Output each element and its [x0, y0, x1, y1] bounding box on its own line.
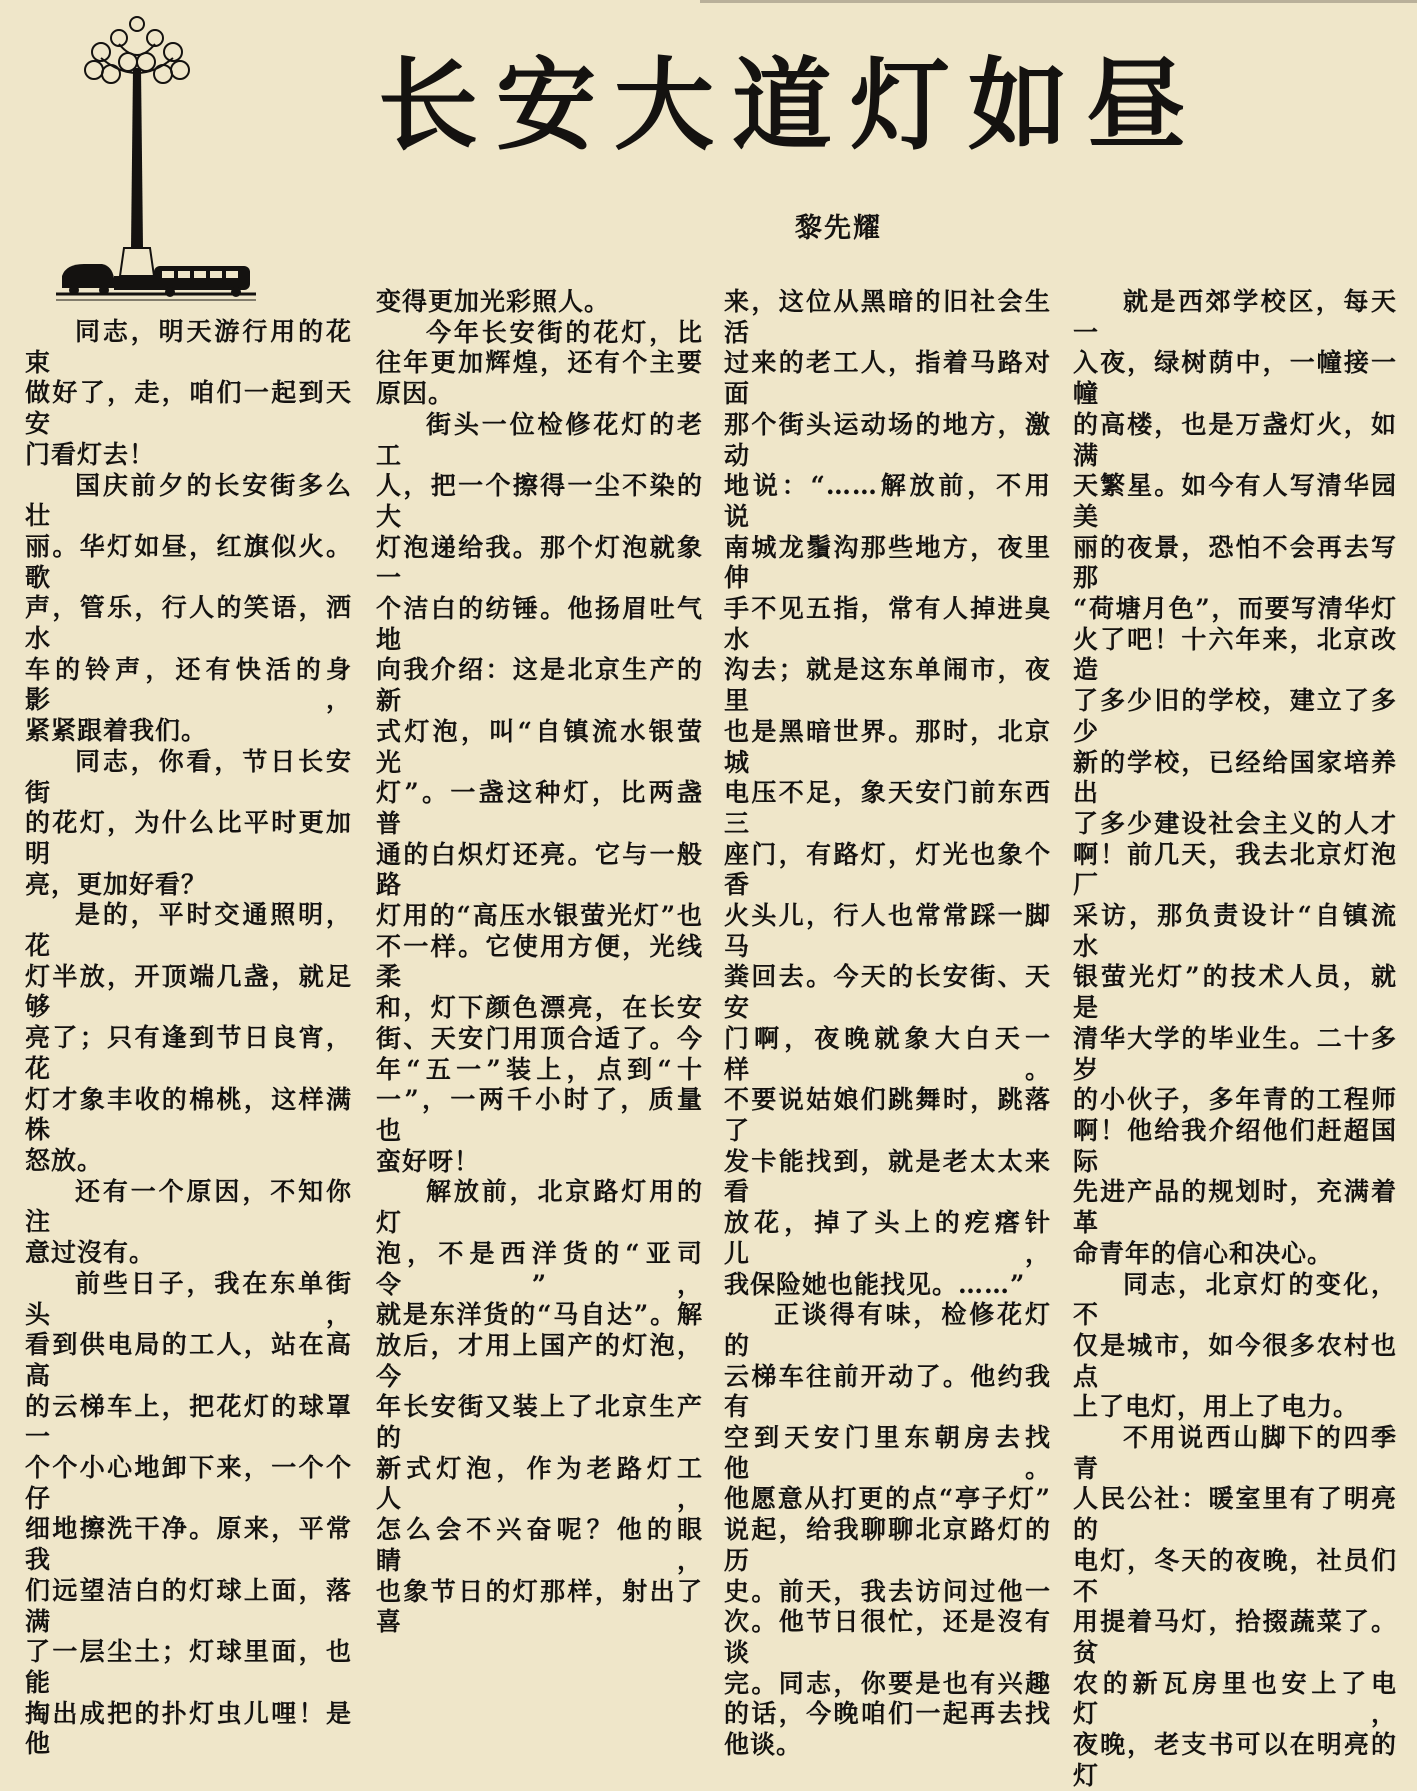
- text-line: 入夜，绿树荫中，一幢接一幢: [1073, 348, 1397, 409]
- text-line: 的高楼，也是万盏灯火，如满: [1073, 409, 1397, 470]
- text-line: 细地擦洗干净。原来，平常我: [25, 1514, 352, 1575]
- text-line: 了一层尘土；灯球里面，也能: [25, 1637, 352, 1697]
- text-line: 人民公社：暖室里有了明亮的: [1073, 1484, 1397, 1545]
- text-line: 亮，更加好看？: [25, 869, 208, 899]
- text-line: 放后，才用上国产的灯泡，今: [376, 1330, 703, 1391]
- text-line: 灯泡递给我。那个灯泡就象一: [376, 532, 703, 593]
- text-line: 啊！前几天，我去北京灯泡厂: [1073, 839, 1397, 900]
- text-line: 手不见五指，常有人掉进臭水: [724, 594, 1051, 654]
- text-line: 今年长安街的花灯，比: [426, 317, 703, 347]
- text-line: 变得更加光彩照人。: [376, 287, 611, 316]
- text-line: 那个街头运动场的地方，激动: [724, 409, 1051, 470]
- text-line: 同志，你看，节日长安街: [25, 746, 352, 807]
- text-line: 灯”。一盏这种灯，比两盏普: [376, 778, 703, 838]
- text-line: 天繁星。如今有人写清华园美: [1073, 471, 1397, 531]
- text-line: 门啊，夜晚就象大白天一样。: [724, 1023, 1051, 1084]
- text-line: 通的白炽灯还亮。它与一般路: [376, 839, 703, 900]
- text-line: 采访，那负责设计“自镇流水: [1073, 901, 1397, 961]
- text-line: 粪回去。今天的长安街、天安: [724, 962, 1051, 1023]
- text-line: 不用说西山脚下的四季青: [1073, 1423, 1397, 1483]
- text-line: 也象节日的灯那样，射出了喜: [376, 1576, 703, 1637]
- text-line: 的花灯，为什么比平时更加明: [25, 808, 352, 868]
- text-line: 泡，不是西洋货的“亚司令”，: [376, 1238, 703, 1299]
- text-line: 街头一位检修花灯的老工: [376, 409, 703, 470]
- text-line: 的小伙子，多年青的工程师: [1073, 1085, 1397, 1115]
- text-line: 原因。: [376, 379, 455, 409]
- text-line: 不要说姑娘们跳舞时，跳落了: [724, 1085, 1051, 1145]
- text-line: 新的学校，已经给国家培养出: [1073, 747, 1397, 808]
- text-line: 灯半放，开顶端几盏，就足够: [25, 961, 352, 1022]
- text-line: 亮了；只有逢到节日良宵，花: [25, 1023, 352, 1083]
- text-line: 来，这位从黑暗的旧社会生活: [724, 287, 1051, 347]
- text-line: 怎么会不兴奋呢？他的眼睛，: [376, 1515, 703, 1575]
- text-line: 夜晚，老支书可以在明亮的灯: [1073, 1730, 1397, 1790]
- top-rule: [700, 0, 1417, 3]
- text-line: “荷塘月色”，而要写清华灯: [1073, 594, 1397, 624]
- text-line: 式灯泡，叫“自镇流水银萤光: [376, 716, 703, 777]
- text-line: 放花，掉了头上的疙瘩针儿，: [724, 1208, 1051, 1268]
- text-line: 发卡能找到，就是老太太来看: [724, 1146, 1051, 1207]
- text-line: 同志，北京灯的变化，不: [1073, 1269, 1397, 1330]
- text-column-2: [376, 287, 703, 1638]
- text-column-4: [1073, 287, 1397, 1791]
- text-line: 命青年的信心和决心。: [1073, 1238, 1334, 1268]
- text-line: 个洁白的纺锤。他扬眉吐气地: [376, 594, 703, 654]
- text-line: 清华大学的毕业生。二十多岁: [1073, 1023, 1397, 1084]
- text-line: 新式灯泡，作为老路灯工人，: [376, 1453, 703, 1514]
- text-line: 史。前天，我去访问过他一: [724, 1576, 1051, 1606]
- text-line: 也是黑暗世界。那时，北京城: [724, 716, 1051, 777]
- text-line: 同志，明天游行用的花束: [25, 317, 352, 377]
- text-line: 地说：“……解放前，不用说: [724, 471, 1051, 531]
- text-line: 银萤光灯”的技术人员，就是: [1073, 962, 1397, 1023]
- text-line: 啊！他给我介绍他们赶超国际: [1073, 1115, 1397, 1176]
- text-line: 云梯车往前开动了。他约我有: [724, 1361, 1051, 1422]
- text-line: 国庆前夕的长安街多么壮: [25, 470, 352, 531]
- text-line: 空到天安门里东朝房去找他。: [724, 1423, 1051, 1483]
- text-line: 完。同志，你要是也有兴趣: [724, 1668, 1051, 1698]
- text-line: 了多少旧的学校，建立了多少: [1073, 686, 1397, 746]
- text-line: 年“五一”装上，点到“十: [376, 1054, 703, 1084]
- text-line: 声，管乐，行人的笑语，洒水: [25, 593, 352, 654]
- text-line: 上了电灯，用上了电力。: [1073, 1392, 1360, 1422]
- text-line: 他愿意从打更的点“亭子灯”: [724, 1484, 1051, 1514]
- text-line: 就是西郊学校区，每天一: [1073, 287, 1397, 347]
- text-line: 农的新瓦房里也安上了电灯，: [1073, 1668, 1397, 1729]
- text-line: 过来的老工人，指着马路对面: [724, 348, 1051, 409]
- text-line: 看到供电局的工人，站在高高: [25, 1330, 352, 1390]
- text-line: 向我介绍：这是北京生产的新: [376, 655, 703, 716]
- text-line: 做好了，走，咱们一起到天安: [25, 378, 352, 439]
- article-title: 长安大道灯如昼: [378, 47, 1204, 164]
- text-line: 怒放。: [25, 1145, 104, 1175]
- text-line: 丽。华灯如昼，红旗似火。歌: [25, 531, 352, 592]
- text-line: 南城龙鬚沟那些地方，夜里伸: [724, 532, 1051, 593]
- text-line: 丽的夜景，恐怕不会再去写那: [1073, 532, 1397, 593]
- street-lamp-with-cars-icon: [56, 8, 266, 304]
- text-line: 电灯，冬天的夜晚，社员们不: [1073, 1545, 1397, 1606]
- text-line: 先进产品的规划时，充满着革: [1073, 1177, 1397, 1238]
- text-line: 他谈。: [724, 1730, 803, 1760]
- text-line: 意过沒有。: [25, 1238, 156, 1268]
- text-line: 车的铃声，还有快活的身影，: [25, 654, 352, 715]
- text-line: 人，把一个擦得一尘不染的大: [376, 471, 703, 531]
- text-line: 我保险她也能找见。……”: [724, 1269, 1026, 1299]
- text-line: 仅是城市，如今很多农村也点: [1073, 1330, 1397, 1391]
- text-line: 的云梯车上，把花灯的球罩一: [25, 1391, 352, 1452]
- text-line: 往年更加辉煌，还有个主要: [376, 348, 703, 378]
- text-line: 个个小心地卸下来，一个个仔: [25, 1453, 352, 1513]
- text-line: 掏出成把的扑灯虫儿哩！是他: [25, 1698, 352, 1759]
- text-line: 街、天安门用顶合适了。今: [376, 1023, 703, 1053]
- text-line: 火头儿，行人也常常踩一脚马: [724, 901, 1051, 961]
- text-line: 用提着马灯，拾掇蔬菜了。贫: [1073, 1607, 1397, 1667]
- text-line: 电压不足，象天安门前东西三: [724, 778, 1051, 838]
- text-line: 座门，有路灯，灯光也象个香: [724, 839, 1051, 900]
- text-column-3: [724, 287, 1051, 1761]
- text-line: 说起，给我聊聊北京路灯的历: [724, 1515, 1051, 1575]
- text-line: 灯才象丰收的棉桃，这样满株: [25, 1084, 352, 1145]
- text-column-1: [25, 317, 352, 1760]
- text-line: 解放前，北京路灯用的灯: [376, 1177, 703, 1238]
- text-line: 了多少建设社会主义的人才: [1073, 808, 1397, 838]
- text-line: 次。他节日很忙，还是沒有谈: [724, 1607, 1051, 1667]
- text-line: 火了吧！十六年来，北京改造: [1073, 624, 1397, 685]
- text-line: 门看灯去！: [25, 439, 156, 469]
- text-line: 一”，一两千小时了，质量也: [376, 1085, 703, 1145]
- text-line: 灯用的“高压水银萤光灯”也: [376, 901, 703, 931]
- text-line: 还有一个原因，不知你注: [25, 1176, 352, 1237]
- text-line: 紧紧跟着我们。: [25, 716, 208, 746]
- text-line: 年长安街又装上了北京生产的: [376, 1392, 703, 1453]
- author-byline: 黎先耀: [795, 213, 882, 244]
- text-line: 就是东洋货的“马自达”。解: [376, 1300, 703, 1330]
- text-line: 不一样。它使用方便，光线柔: [376, 931, 703, 992]
- text-line: 是的，平时交通照明，花: [25, 900, 352, 961]
- text-line: 们远望洁白的灯球上面，落满: [25, 1575, 352, 1636]
- text-line: 和，灯下颜色漂亮，在长安: [376, 993, 703, 1023]
- text-line: 正谈得有味，检修花灯的: [724, 1300, 1051, 1360]
- text-line: 沟去；就是这东单闹市，夜里: [724, 655, 1051, 716]
- text-line: 前些日子，我在东单街头，: [25, 1268, 352, 1329]
- text-line: 的话，今晚咱们一起再去找: [724, 1699, 1051, 1729]
- text-line: 蛮好呀！: [376, 1146, 481, 1176]
